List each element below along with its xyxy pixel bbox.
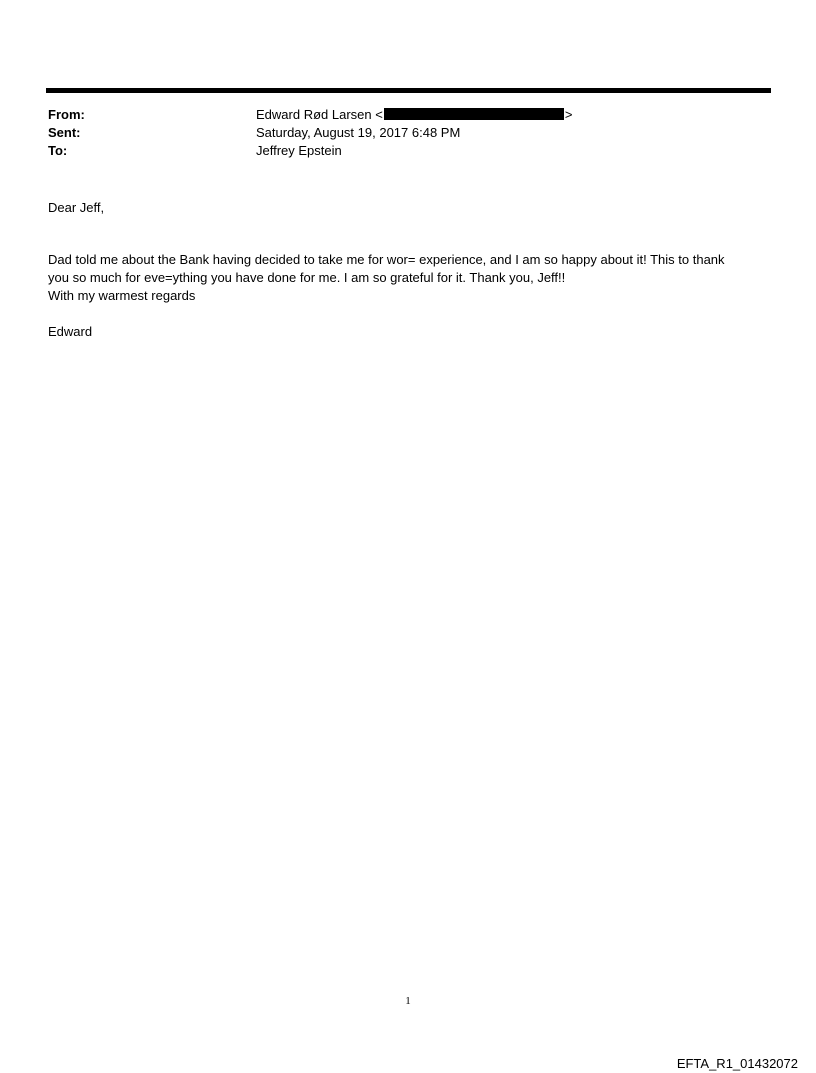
document-id: EFTA_R1_01432072 <box>676 1056 798 1071</box>
sent-label: Sent: <box>48 125 81 140</box>
body-line: With my warmest regards <box>48 288 196 303</box>
sent-row <box>48 125 748 143</box>
page-number: 1 <box>405 995 411 1007</box>
to-label: To: <box>48 143 68 158</box>
from-name: Edward Rød Larsen < <box>256 107 383 122</box>
header-divider <box>46 88 771 93</box>
email-body <box>48 251 768 305</box>
email-greeting: Dear Jeff, <box>48 200 105 215</box>
from-label: From: <box>48 107 85 122</box>
from-row <box>48 107 748 125</box>
to-row <box>48 143 748 161</box>
email-signature: Edward <box>48 324 93 339</box>
sent-value: Saturday, August 19, 2017 6:48 PM <box>256 125 461 140</box>
body-line: you so much for eve=ything you have done for me. I am so grateful for it. Thank you, Jeff!! <box>48 270 566 285</box>
to-value: Jeffrey Epstein <box>256 143 342 158</box>
from-value <box>256 107 748 122</box>
redacted-email-address <box>384 108 564 120</box>
body-line: Dad told me about the Bank having decided to take me for wor= experience, and I am so happy about it! This to thank <box>48 252 725 267</box>
from-close: > <box>564 107 573 122</box>
email-header <box>48 107 748 161</box>
